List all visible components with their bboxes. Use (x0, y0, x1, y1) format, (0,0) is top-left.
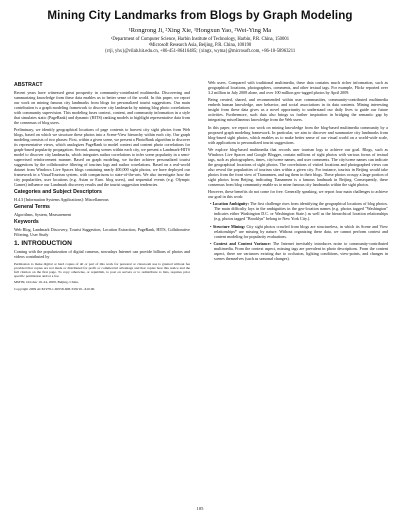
introduction-paragraph: Coming with the popularization of digital cameras, nowadays Internet can provide billions of photos and videos contributed by (14, 248, 190, 259)
list-item: • Structure Mining: City sight photos crawled from blogs are structureless, in which its Scene and View relationships* are missing by nature. Without organizing these data, we cannot perform context and content modeling for popularity evaluations. (210, 223, 388, 239)
general-terms-heading: General Terms (14, 204, 50, 211)
affiliation-1: ¹Department of Computer Science, Harbin Institute of Technology, Harbin, P.R. China, 150001 (110, 37, 290, 42)
affiliation-2: ²Microsoft Research Asia, Beijing, P.R. China, 100190 (148, 43, 252, 48)
keywords-text: Web Blog, Landmark Discovery, Tourist Suggestion, Location Extraction, PageRank, HITS, Collaborative Filtering, User Study (14, 226, 190, 237)
copyright-line: Copyright 2009 ACM 978-1-60558-608-3/09/10...$10.00. (14, 286, 96, 291)
list-item-label: Location Ambiguity: (212, 201, 249, 207)
author-list: ¹Rongrong Ji, ²Xing Xie, ¹Hongxun Yao, ²Wei-Ying Ma (128, 27, 272, 34)
contact-info: {rrji, yhx}@vilab.hit.edu.cn, +86-451-86416485; {xingx, wyma}@microsoft.com, +86-10-58963211 (104, 49, 296, 54)
abstract-paragraph: Preliminary, we identify geographical locations of page contents to harvest city sight photos from Web blogs, based on which we structure these photos into a Scene-View hierarchy within each city. Our graph modeling consists of two phases: First, within a given scene, we present a PhotoRank algorithm to discover its representative views, which analogizes PageRank to model context and content photo correlations for graph-based popularity propagation. Second, among scenes within each city, we present a Landmark-HITS model to discover city landmarks, which integrates author correlations to infer scene popularity in a semi-supervised reinforcement manner. Based on graph modeling, we further achieve personalized tourist suggestions by the collaborative filtering of tourism logs and author correlations. Based on a real-world dataset from Windows Live Spaces blogs containing nearly 400,000 sight photos, we have deployed our framework in a VisualTourism system, with comparisons to state-of-the-arts. We also investigate how the city popularities, user locations (e.g. Asian or Euro. blog users), and sequential events (e.g. Olympic Games) influence our Landmark discovery results and the tourist suggestion tendencies. (14, 127, 191, 188)
abstract-paragraph: Recent years have witnessed great prosperity in community-contributed multimedia. Discovering and summarizing knowledge from these data enables us to better sense of the world. In this paper, we report our work on mining famous city landmarks from blogs for personalized tourist suggestions. Our main contribution is a graph modeling framework to discover city landmarks by mining blog photo correlations with community supervision. This modeling fuses context, content, and community information in a style that simulates static (PageRank) and dynamic (HITS) ranking models to highlight representative data from the consensus of blog users. (14, 89, 190, 125)
list-item-text: The Internet inevitably introduces noise to community-contributed multimedia. From the context aspect, missing tags are prevalent in photo descriptions. From the content aspect, there are variances existing due to occlusion, lighting conditions, view-points, and changes in scenes themselves (such as seasonal changes). (214, 240, 388, 261)
body-paragraph: However, these benefits do not come for free. Generally speaking, we report four main challenges to achieve our goal in this work: (208, 189, 388, 200)
body-paragraph: Being created, shared, and recommended within user communities, community-contributed multimedia embeds human knowledge, user behavior, and social associations in its data contents. Mining interesting insight from these data gives us a novel opportunity to understand our daily lives to guide our future activities. Furthermore, such data also brings us further inspiration in bridging the semantic gap by integrating miscellaneous knowledge from the Web users. (208, 97, 388, 123)
body-paragraph: In this paper, we report our work on mining knowledge from the blog-based multimedia community by a proposed graph modeling framework. In particular, we aim to discover and summarize city landmarks from blog-based sight photos, which enables us to make better sense of our visual world on a world-wide scale, with applications to personalized tourist suggestions. (208, 124, 388, 145)
left-column (14, 80, 190, 293)
list-item-text: City sight photos crawled from blogs are structureless, in which its Scene and View relationships* are missing by nature. Without organizing these data, we cannot perform context and content modeling for popularity evaluations. (214, 223, 388, 239)
list-item-label: Structure Mining: (212, 223, 246, 229)
conference-line: MM'09, October 19–24, 2009, Beijing, China. (14, 280, 79, 285)
right-column (208, 80, 388, 263)
permission-text: Permission to make digital or hard copies of all or part of this work for personal or classroom use is granted without fee provided that copies are not made or distributed for profit or commercial advantage and that copies bear this notice and the full citation on the first page. To copy otherwise, or republish, to post on servers or to redistribute to lists, requires prior specific permission and/or a fee. (14, 261, 190, 279)
categories-text: H.4.3 [Information Systems Applications]: Miscellaneous (14, 197, 109, 203)
general-terms-text: Algorithms, System, Measurement (14, 211, 72, 217)
body-paragraph: Web users. Compared with traditional multimedia, these data contains much richer information, such as geographical locations, photographers, comments, and other textual tags. For example, Flickr reported over 3.2 million in July 2008 alone, and over 100 million geo-tagged photos by April 2009. (208, 80, 388, 96)
copyright-notice (14, 262, 190, 291)
list-item-text: The first challenge rises from identifying the geographical locations of blog photos. The main difficulty lays in the ambiguities in the geo-location names (e.g. photos tagged "Washington" indicates either Washington D.C. or Washington State.) as well as the hierarchical location relationships (e.g. photos tagged "Brooklyn" belong to New York City.). (214, 201, 388, 222)
paper-title: Mining City Landmarks from Blogs by Graph Modeling (47, 9, 353, 22)
categories-heading: Categories and Subject Descriptors (14, 189, 102, 196)
body-paragraph: We explore blog-based multimedia that records user tourism logs to achieve our goal. Blogs, such as Windows Live Spaces and Google Blogger, contain millions of sight photos with various forms of textual tags, such as photographers, times, city/scene names, and user comments. The city/scene names can indicate the geographical locations of sight photos. The correlations of visited locations and photographed views can also reveal the popularities of tourism sites within a given city. For instance, tourists in Beijing would take photos from the front view of Tiananmen, and tag them in their blogs. These photos occupy a large portion of sight photos from Beijing, indicating Tiananmen is a famous landmark in Beijing. Consequently, these consensus from blog community enable us to mine famous city landmarks within the sight photos. (208, 146, 388, 187)
page-number: 105 (196, 506, 204, 511)
list-item: • Context and Content Variance: The Internet inevitably introduces noise to community-contributed multimedia. From the context aspect, missing tags are prevalent in photo descriptions. From the content aspect, there are variances existing due to occlusion, lighting conditions, view-points, and changes in scenes themselves (such as seasonal changes). (210, 240, 388, 261)
introduction-heading: 1. INTRODUCTION (14, 239, 72, 247)
list-item-label: Context and Content Variance: (213, 240, 271, 246)
challenge-list (208, 201, 388, 261)
keywords-heading: Keywords (14, 219, 39, 226)
list-item: • Location Ambiguity: The first challenge rises from identifying the geographical locations of blog photos. The main difficulty lays in the ambiguities in the geo-location names (e.g. photos tagged "Washington" indicates either Washington D.C. or Washington State.) as well as the hierarchical location relationships (e.g. photos tagged "Brooklyn" belong to New York City.). (210, 201, 388, 222)
abstract-heading: ABSTRACT (14, 82, 43, 88)
